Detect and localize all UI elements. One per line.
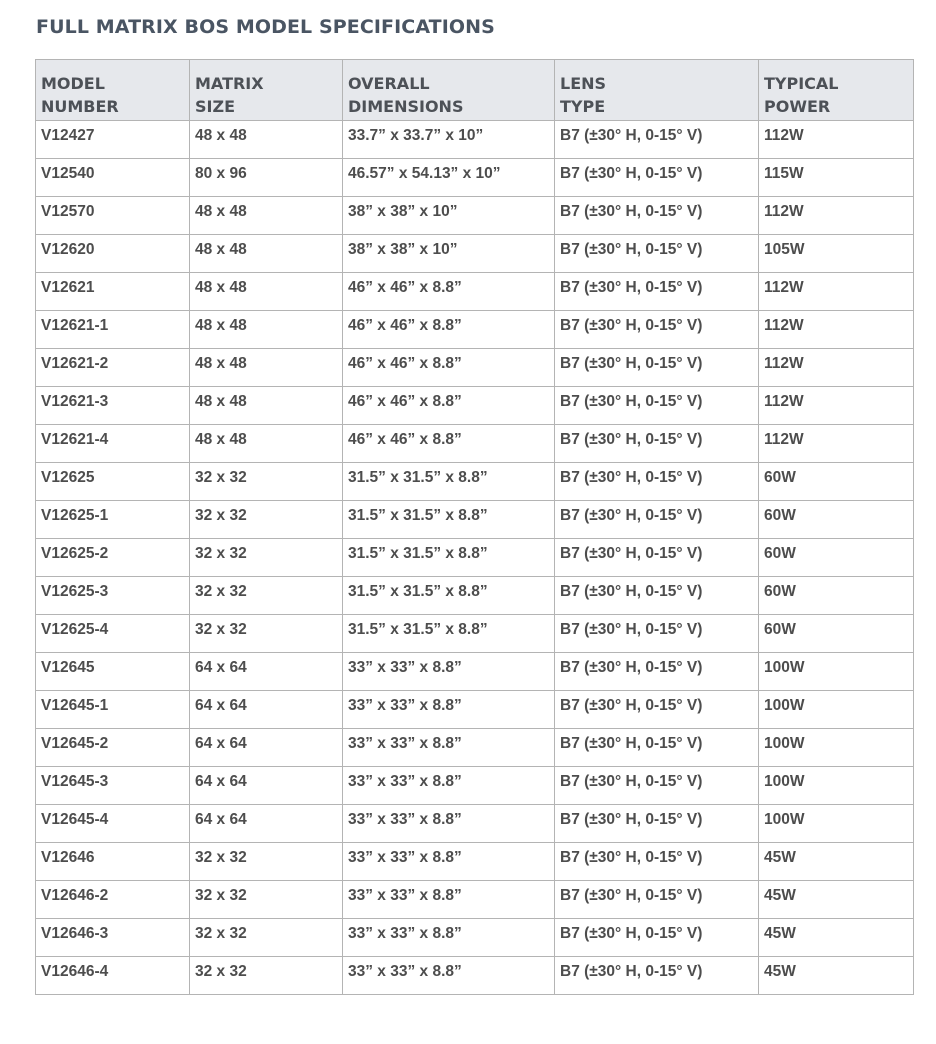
matrix-size-cell: 48 x 48 — [190, 425, 343, 463]
model-number-cell: V12646-4 — [36, 957, 190, 995]
matrix-size-cell: 48 x 48 — [190, 349, 343, 387]
table-row — [36, 501, 914, 539]
lens-type-cell: B7 (±30° H, 0-15° V) — [555, 767, 759, 805]
power-cell: 112W — [759, 197, 914, 235]
dimensions-cell: 31.5” x 31.5” x 8.8” — [343, 463, 555, 501]
table-row — [36, 615, 914, 653]
power-cell: 60W — [759, 539, 914, 577]
model-number-cell: V12645-1 — [36, 691, 190, 729]
lens-type-cell: B7 (±30° H, 0-15° V) — [555, 805, 759, 843]
header-line: SIZE — [195, 97, 236, 116]
dimensions-cell: 38” x 38” x 10” — [343, 235, 555, 273]
table-body — [36, 121, 914, 995]
lens-type-cell: B7 (±30° H, 0-15° V) — [555, 349, 759, 387]
dimensions-cell: 33” x 33” x 8.8” — [343, 805, 555, 843]
matrix-size-cell: 32 x 32 — [190, 501, 343, 539]
model-number-cell: V12427 — [36, 121, 190, 159]
table-row — [36, 197, 914, 235]
table-row — [36, 159, 914, 197]
table-row — [36, 653, 914, 691]
table-row — [36, 121, 914, 159]
lens-type-cell: B7 (±30° H, 0-15° V) — [555, 691, 759, 729]
power-cell: 60W — [759, 463, 914, 501]
table-row — [36, 425, 914, 463]
power-cell: 100W — [759, 653, 914, 691]
header-line: NUMBER — [41, 97, 119, 116]
model-number-cell: V12621 — [36, 273, 190, 311]
power-cell: 60W — [759, 501, 914, 539]
power-cell: 100W — [759, 691, 914, 729]
matrix-size-cell: 64 x 64 — [190, 805, 343, 843]
table-row — [36, 919, 914, 957]
table-row — [36, 539, 914, 577]
matrix-size-cell: 48 x 48 — [190, 387, 343, 425]
model-number-cell: V12625-2 — [36, 539, 190, 577]
model-number-cell: V12646 — [36, 843, 190, 881]
lens-type-cell: B7 (±30° H, 0-15° V) — [555, 615, 759, 653]
model-number-cell: V12645-4 — [36, 805, 190, 843]
table-row — [36, 235, 914, 273]
dimensions-cell: 33” x 33” x 8.8” — [343, 957, 555, 995]
power-cell: 45W — [759, 843, 914, 881]
header-line: OVERALL — [348, 74, 430, 93]
header-line: MODEL — [41, 74, 105, 93]
dimensions-cell: 31.5” x 31.5” x 8.8” — [343, 577, 555, 615]
dimensions-cell: 33” x 33” x 8.8” — [343, 767, 555, 805]
dimensions-cell: 46” x 46” x 8.8” — [343, 387, 555, 425]
matrix-size-cell: 32 x 32 — [190, 615, 343, 653]
table-row — [36, 577, 914, 615]
dimensions-cell: 33” x 33” x 8.8” — [343, 919, 555, 957]
matrix-size-cell: 32 x 32 — [190, 539, 343, 577]
matrix-size-cell: 32 x 32 — [190, 919, 343, 957]
matrix-size-cell: 48 x 48 — [190, 197, 343, 235]
lens-type-cell: B7 (±30° H, 0-15° V) — [555, 159, 759, 197]
matrix-size-cell: 32 x 32 — [190, 957, 343, 995]
model-number-cell: V12625-1 — [36, 501, 190, 539]
dimensions-cell: 33” x 33” x 8.8” — [343, 691, 555, 729]
matrix-size-cell: 48 x 48 — [190, 235, 343, 273]
table-row — [36, 273, 914, 311]
matrix-size-cell: 48 x 48 — [190, 311, 343, 349]
header-line: TYPE — [560, 97, 606, 116]
lens-type-cell: B7 (±30° H, 0-15° V) — [555, 577, 759, 615]
header-line: DIMENSIONS — [348, 97, 464, 116]
power-cell: 100W — [759, 805, 914, 843]
dimensions-cell: 33” x 33” x 8.8” — [343, 843, 555, 881]
table-row — [36, 881, 914, 919]
table-row — [36, 463, 914, 501]
model-number-cell: V12570 — [36, 197, 190, 235]
lens-type-cell: B7 (±30° H, 0-15° V) — [555, 311, 759, 349]
lens-type-cell: B7 (±30° H, 0-15° V) — [555, 273, 759, 311]
header-line: LENS — [560, 74, 607, 93]
power-cell: 112W — [759, 349, 914, 387]
power-cell: 112W — [759, 311, 914, 349]
model-number-cell: V12625 — [36, 463, 190, 501]
lens-type-cell: B7 (±30° H, 0-15° V) — [555, 843, 759, 881]
power-cell: 112W — [759, 121, 914, 159]
header-line: MATRIX — [195, 74, 264, 93]
matrix-size-cell: 48 x 48 — [190, 121, 343, 159]
dimensions-cell: 46.57” x 54.13” x 10” — [343, 159, 555, 197]
matrix-size-cell: 32 x 32 — [190, 463, 343, 501]
lens-type-cell: B7 (±30° H, 0-15° V) — [555, 463, 759, 501]
specifications-table — [35, 59, 914, 995]
model-number-cell: V12621-2 — [36, 349, 190, 387]
dimensions-cell: 46” x 46” x 8.8” — [343, 425, 555, 463]
header-line: TYPICAL — [764, 74, 839, 93]
header-typical-power — [759, 60, 914, 121]
matrix-size-cell: 32 x 32 — [190, 881, 343, 919]
power-cell: 112W — [759, 387, 914, 425]
header-row — [36, 60, 914, 121]
lens-type-cell: B7 (±30° H, 0-15° V) — [555, 957, 759, 995]
header-lens-type — [555, 60, 759, 121]
header-overall-dimensions — [343, 60, 555, 121]
matrix-size-cell: 64 x 64 — [190, 653, 343, 691]
model-number-cell: V12625-3 — [36, 577, 190, 615]
matrix-size-cell: 64 x 64 — [190, 729, 343, 767]
table-header — [36, 60, 914, 121]
dimensions-cell: 33” x 33” x 8.8” — [343, 729, 555, 767]
power-cell: 60W — [759, 577, 914, 615]
dimensions-cell: 31.5” x 31.5” x 8.8” — [343, 501, 555, 539]
table-row — [36, 691, 914, 729]
power-cell: 105W — [759, 235, 914, 273]
power-cell: 100W — [759, 767, 914, 805]
matrix-size-cell: 32 x 32 — [190, 577, 343, 615]
lens-type-cell: B7 (±30° H, 0-15° V) — [555, 501, 759, 539]
lens-type-cell: B7 (±30° H, 0-15° V) — [555, 653, 759, 691]
table-row — [36, 767, 914, 805]
dimensions-cell: 46” x 46” x 8.8” — [343, 311, 555, 349]
dimensions-cell: 46” x 46” x 8.8” — [343, 273, 555, 311]
lens-type-cell: B7 (±30° H, 0-15° V) — [555, 539, 759, 577]
matrix-size-cell: 64 x 64 — [190, 691, 343, 729]
model-number-cell: V12645-2 — [36, 729, 190, 767]
power-cell: 115W — [759, 159, 914, 197]
lens-type-cell: B7 (±30° H, 0-15° V) — [555, 425, 759, 463]
lens-type-cell: B7 (±30° H, 0-15° V) — [555, 881, 759, 919]
matrix-size-cell: 64 x 64 — [190, 767, 343, 805]
lens-type-cell: B7 (±30° H, 0-15° V) — [555, 197, 759, 235]
dimensions-cell: 38” x 38” x 10” — [343, 197, 555, 235]
lens-type-cell: B7 (±30° H, 0-15° V) — [555, 121, 759, 159]
table-row — [36, 843, 914, 881]
model-number-cell: V12625-4 — [36, 615, 190, 653]
header-model-number — [36, 60, 190, 121]
lens-type-cell: B7 (±30° H, 0-15° V) — [555, 919, 759, 957]
table-row — [36, 349, 914, 387]
model-number-cell: V12621-4 — [36, 425, 190, 463]
matrix-size-cell: 32 x 32 — [190, 843, 343, 881]
table-row — [36, 311, 914, 349]
header-line: POWER — [764, 97, 831, 116]
page-title: FULL MATRIX BOS MODEL SPECIFICATIONS — [36, 16, 495, 38]
power-cell: 45W — [759, 957, 914, 995]
power-cell: 45W — [759, 881, 914, 919]
power-cell: 100W — [759, 729, 914, 767]
power-cell: 60W — [759, 615, 914, 653]
power-cell: 112W — [759, 273, 914, 311]
lens-type-cell: B7 (±30° H, 0-15° V) — [555, 387, 759, 425]
model-number-cell: V12645-3 — [36, 767, 190, 805]
model-number-cell: V12646-2 — [36, 881, 190, 919]
table-row — [36, 387, 914, 425]
table-row — [36, 957, 914, 995]
dimensions-cell: 33” x 33” x 8.8” — [343, 653, 555, 691]
dimensions-cell: 46” x 46” x 8.8” — [343, 349, 555, 387]
header-matrix-size — [190, 60, 343, 121]
power-cell: 45W — [759, 919, 914, 957]
dimensions-cell: 33.7” x 33.7” x 10” — [343, 121, 555, 159]
model-number-cell: V12646-3 — [36, 919, 190, 957]
table-row — [36, 805, 914, 843]
model-number-cell: V12621-1 — [36, 311, 190, 349]
dimensions-cell: 31.5” x 31.5” x 8.8” — [343, 539, 555, 577]
matrix-size-cell: 80 x 96 — [190, 159, 343, 197]
model-number-cell: V12540 — [36, 159, 190, 197]
matrix-size-cell: 48 x 48 — [190, 273, 343, 311]
model-number-cell: V12620 — [36, 235, 190, 273]
lens-type-cell: B7 (±30° H, 0-15° V) — [555, 235, 759, 273]
model-number-cell: V12621-3 — [36, 387, 190, 425]
power-cell: 112W — [759, 425, 914, 463]
dimensions-cell: 31.5” x 31.5” x 8.8” — [343, 615, 555, 653]
table-row — [36, 729, 914, 767]
model-number-cell: V12645 — [36, 653, 190, 691]
lens-type-cell: B7 (±30° H, 0-15° V) — [555, 729, 759, 767]
dimensions-cell: 33” x 33” x 8.8” — [343, 881, 555, 919]
